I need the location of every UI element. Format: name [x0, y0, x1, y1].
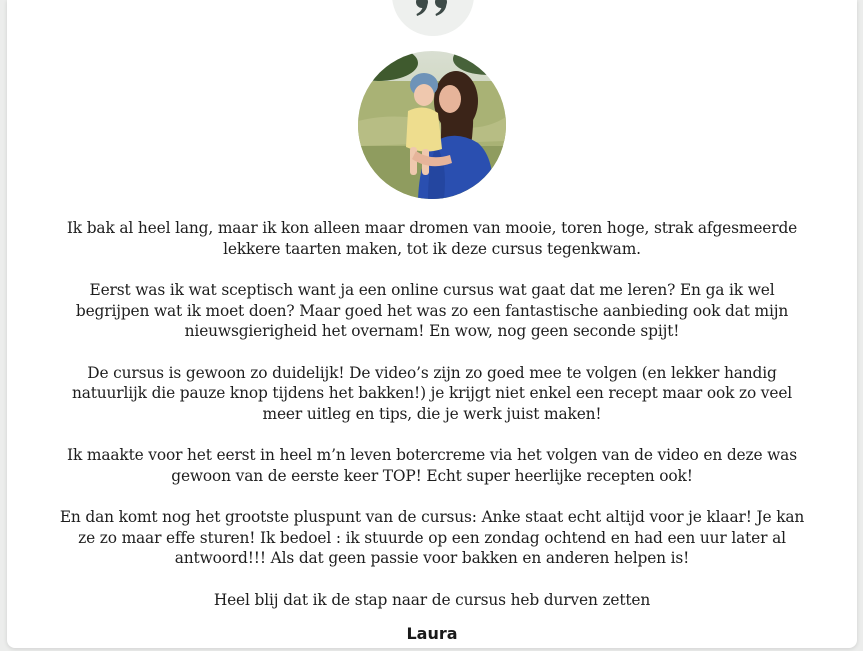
testimonial-paragraph-2: Eerst was ik wat sceptisch want ja een online cursus wat gaat dat me leren? En ga ik wel begrijpen wat ik moet doen? Maar goed het was zo een fantastische aanbieding ook dat mijn nieuwsgierigheid het overnam! En wow, nog geen seconde spijt!	[75, 281, 789, 340]
avatar	[358, 51, 506, 199]
author-name: Laura	[406, 624, 458, 643]
quote-icon	[413, 0, 453, 36]
testimonial-text	[7, 218, 857, 631]
quote-badge	[392, 0, 474, 36]
testimonial-paragraph-6: Heel blij dat ik de stap naar de cursus heb durven zetten	[213, 590, 651, 609]
testimonial-paragraph-4: Ik maakte voor het eerst in heel m’n leven botercreme via het volgen van de video en deze was gewoon van de eerste keer TOP! Echt super heerlijke recepten ook!	[67, 446, 797, 485]
testimonial-paragraph-3: De cursus is gewoon zo duidelijk! De video’s zijn zo goed mee te volgen (en lekker handig natuurlijk die pauze knop tijdens het bakken!) je krijgt niet enkel een recept maar ook zo veel meer uitleg en tips, die je werk juist maken!	[71, 363, 793, 423]
testimonial-paragraph-5: En dan komt nog het grootste pluspunt van de cursus: Anke staat echt altijd voor je klaar! Je kan ze zo maar effe sturen! Ik bedoel : ik stuurde op een zondag ochtend en had een uur later al antwoord!!! Als dat geen passie voor bakken en anderen helpen is!	[59, 508, 805, 567]
testimonial-paragraph-1: Ik bak al heel lang, maar ik kon alleen maar dromen van mooie, toren hoge, strak afgesmeerde lekkere taarten maken, tot ik deze cursus tegenkwam.	[66, 219, 798, 258]
testimonial-card	[7, 0, 857, 648]
